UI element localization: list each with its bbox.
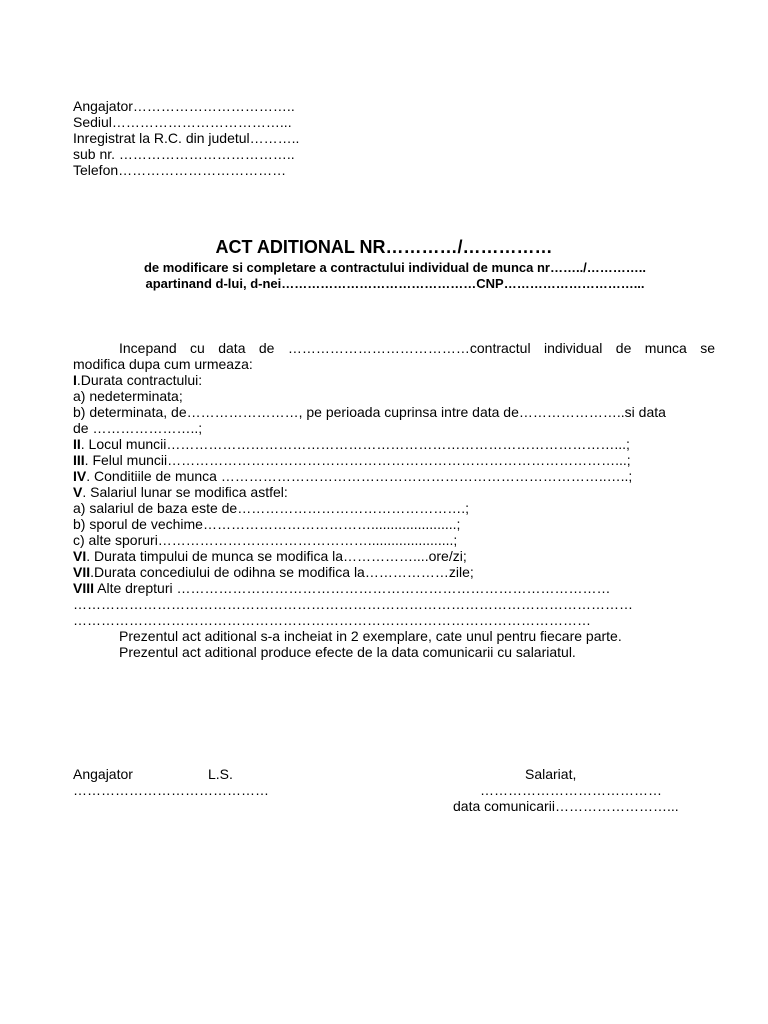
document-title: ACT ADITIONAL NR…………/……………	[215, 237, 553, 257]
document-body	[73, 340, 715, 660]
section-3-line	[73, 452, 715, 468]
section-label: .Durata concediului de odihna se modifica la………………zile;	[90, 564, 474, 580]
section-number: II	[73, 436, 81, 452]
phone-line: Telefon………………………………	[73, 162, 287, 178]
section-7-line	[73, 564, 715, 580]
intro-line-1: Incepand cu data de …………………………………contractul individual de munca se	[119, 340, 715, 356]
headquarters-line: Sediul………………………………...	[73, 114, 292, 130]
blank-dots-line-2: …………………………………………………………………………………………………	[73, 612, 591, 628]
section-5-item-c: c) alte sporuri………………………………………......................;	[73, 532, 458, 548]
section-number: VII	[73, 564, 91, 580]
employer-header	[73, 98, 299, 178]
employee-signature-label: Salariat,	[525, 766, 577, 782]
section-label: . Salariul lunar se modifica astfel:	[82, 484, 288, 500]
employer-line: Angajator……………………………..	[73, 98, 295, 114]
section-label: . Durata timpului de munca se modifica la……………....ore/zi;	[86, 548, 467, 564]
section-number: V	[73, 484, 83, 500]
subtitle-contract: de modificare si completare a contractului individual de munca nr……../…………..	[143, 260, 647, 275]
section-1-option-b: b) determinata, de……………………, pe perioada cuprinsa intre data de…………………..si data	[73, 404, 666, 420]
section-label: . Felul muncii……………………………………………………………………………………...;	[84, 452, 631, 468]
closing-copies-line: Prezentul act aditional s-a incheiat in 2 exemplare, cate unul pentru fiecare parte.	[119, 628, 622, 644]
section-number: IV	[73, 468, 87, 484]
section-1-heading	[73, 372, 715, 388]
section-1-option-b-cont: de …………………..;	[73, 420, 203, 436]
section-5-heading	[73, 484, 715, 500]
section-label: . Locul muncii……………………………………………………………………………………...;	[80, 436, 630, 452]
employer-signature-line: ……………………………………	[73, 782, 269, 798]
section-2-line	[73, 436, 715, 452]
registration-line: Inregistrat la R.C. din judetul………..	[73, 130, 300, 146]
section-number: VIII	[73, 580, 95, 596]
section-1-option-a: a) nedeterminata;	[73, 388, 183, 404]
subtitle-employee: apartinand d-lui, d-nei………………………………………CNP…………………………...	[145, 276, 645, 291]
section-label: .Durata contractului:	[76, 372, 203, 388]
employer-signature-label: Angajator	[73, 766, 133, 782]
section-number: I	[73, 372, 77, 388]
intro-line-2: modifica dupa cum urmeaza:	[73, 356, 253, 372]
section-number: VI	[73, 548, 87, 564]
employee-signature-line: …………………………………	[480, 782, 662, 798]
blank-dots-line-1: …………………………………………………………………………………………………………	[73, 596, 633, 612]
communication-date-line: data comunicarii……………………...	[453, 798, 679, 814]
section-6-line	[73, 548, 715, 564]
section-4-line	[73, 468, 715, 484]
closing-effect-line: Prezentul act aditional produce efecte de la data comunicarii cu salariatul.	[119, 644, 576, 660]
section-label: Alte drepturi …………………………………………………………………………………	[94, 580, 611, 596]
section-5-item-b: b) sporul de vechime………………………………......................;	[73, 516, 461, 532]
section-label: . Conditiile de munca ………………………………………………………………………..…..;	[86, 468, 633, 484]
section-number: III	[73, 452, 85, 468]
section-8-line	[73, 580, 715, 596]
seal-label: L.S.	[208, 766, 233, 782]
sub-nr-line: sub nr. ………………………………..	[73, 146, 295, 162]
section-5-item-a: a) salariul de baza este de………………………………………….;	[73, 500, 469, 516]
